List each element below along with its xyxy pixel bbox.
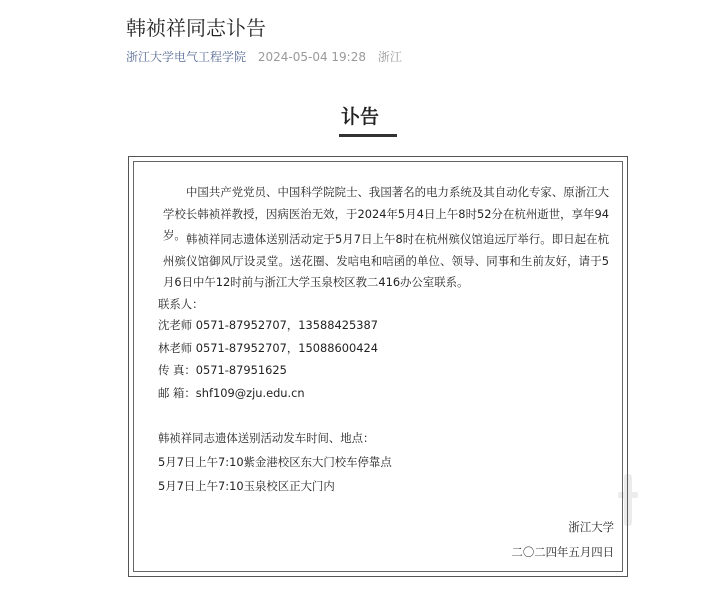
contacts-label: 联系人： xyxy=(158,297,204,311)
notice-paragraph-2: 韩祯祥同志遗体送别活动定于5月7日上午8时在杭州殡仪馆追远厅举行。即日起在杭州殡仪馆御风厅设灵堂。送花圈、发唁电和唁函的单位、领导、同事和生前友好，请于5月6日中午12时前与浙江大学玉泉校区教二416办公室联系。 xyxy=(163,232,609,289)
article-title: 韩祯祥同志讣告 xyxy=(126,16,266,40)
contact-shen: 沈老师 0571-87952707，13588425387 xyxy=(158,318,378,332)
heading-underline xyxy=(339,134,397,137)
bus-departure-2: 5月7日上午7:10玉泉校区正大门内 xyxy=(158,479,335,493)
contact-lin: 林老师 0571-87952707，15088600424 xyxy=(158,341,378,355)
bus-departure-1: 5月7日上午7:10紫金港校区东大门校车停靠点 xyxy=(158,455,392,469)
source-link[interactable]: 浙江大学电气工程学院 xyxy=(126,50,247,64)
contact-fax: 传 真：0571-87951625 xyxy=(158,363,287,377)
notice-frame xyxy=(128,156,628,577)
article-meta xyxy=(126,48,410,65)
signature-org: 浙江大学 xyxy=(568,520,614,534)
notice-heading: 讣告 xyxy=(340,106,379,128)
contact-email: 邮 箱：shf109@zju.edu.cn xyxy=(158,386,305,400)
notice-paragraph-1: 中国共产党党员、中国科学院院士、我国著名的电力系统及其自动化专家、原浙江大学校长韩祯祥教授，因病医治无效，于2024年5月4日上午8时52分在杭州逝世，享年94岁。 xyxy=(163,185,609,242)
notice-inner-frame xyxy=(133,161,623,572)
publish-datetime: 2024-05-04 19:28 xyxy=(257,50,366,64)
signature-date: 二〇二四年五月四日 xyxy=(511,545,614,559)
bus-heading: 韩祯祥同志遗体送别活动发车时间、地点： xyxy=(158,431,375,445)
watermark-icon xyxy=(616,470,640,530)
publish-location: 浙江 xyxy=(377,50,402,64)
